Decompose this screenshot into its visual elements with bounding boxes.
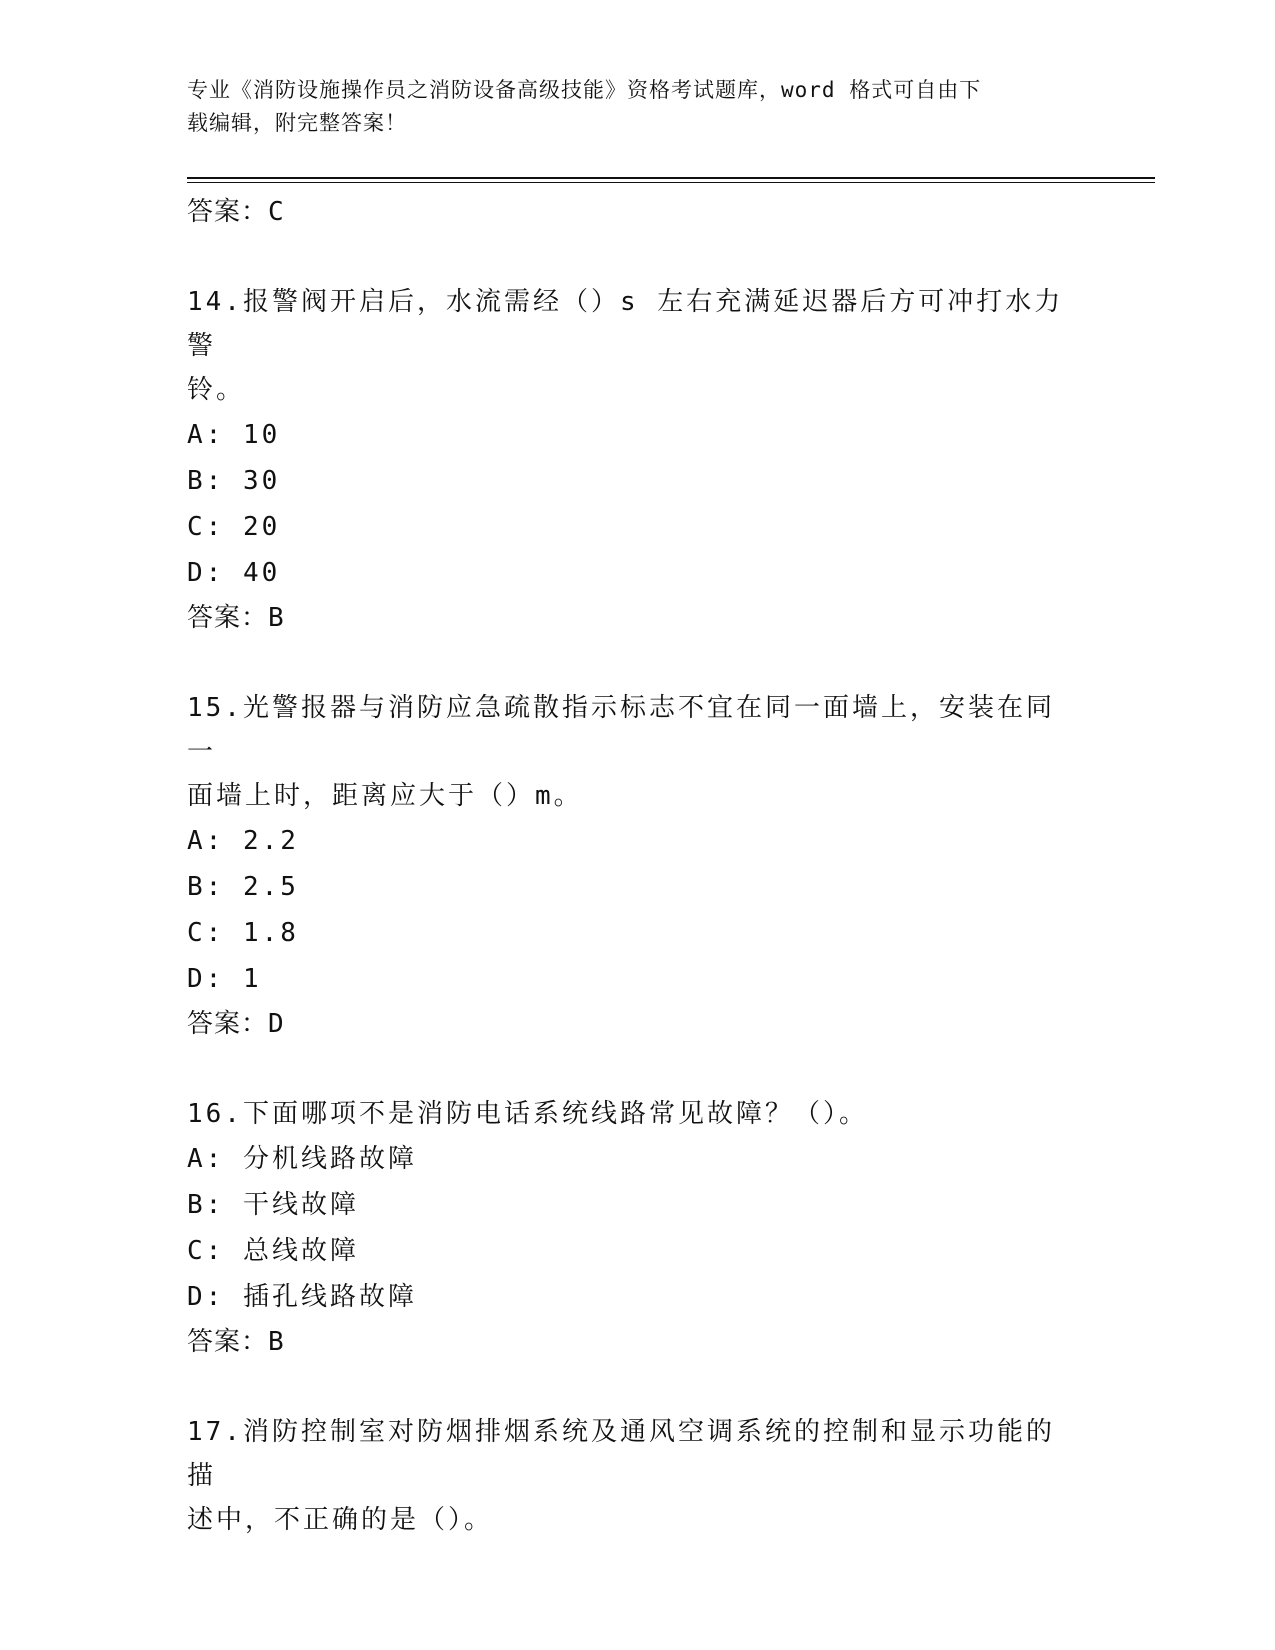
- question-text: [187, 1092, 1067, 1136]
- option-a: A: 2.2: [187, 826, 299, 856]
- document-body: [187, 190, 1087, 1542]
- answer: 答案：D: [187, 1009, 285, 1039]
- question-line: 面墙上时，距离应大于（）m。: [187, 781, 583, 811]
- question-17: [187, 1410, 1087, 1542]
- option-d: D: 1: [187, 964, 262, 994]
- answer-prev: 答案：C: [187, 197, 285, 227]
- question-14: [187, 280, 1087, 640]
- question-line: 16.下面哪项不是消防电话系统线路常见故障？（）。: [187, 1099, 868, 1129]
- header-line-1: 专业《消防设施操作员之消防设备高级技能》资格考试题库，word 格式可自由下: [187, 78, 982, 102]
- option-d: D: 40: [187, 558, 281, 588]
- option-c: C: 20: [187, 512, 281, 542]
- question-text: [187, 1410, 1067, 1542]
- answer: 答案：B: [187, 1327, 285, 1357]
- option-a: A: 10: [187, 420, 281, 450]
- question-16: [187, 1092, 1087, 1364]
- question-text: [187, 280, 1067, 412]
- header-line-2: 载编辑，附完整答案！: [187, 111, 407, 135]
- option-b: B: 干线故障: [187, 1190, 359, 1220]
- question-line: 14.报警阀开启后，水流需经（）s 左右充满延迟器后方可冲打水力警: [187, 287, 1064, 361]
- question-line: 17.消防控制室对防烟排烟系统及通风空调系统的控制和显示功能的描: [187, 1417, 1055, 1491]
- option-b: B: 30: [187, 466, 281, 496]
- answer: 答案：B: [187, 603, 285, 633]
- question-15: [187, 686, 1087, 1046]
- header-rule-thick: [187, 177, 1155, 179]
- option-c: C: 1.8: [187, 918, 299, 948]
- question-line: 铃。: [187, 375, 246, 405]
- option-d: D: 插孔线路故障: [187, 1282, 417, 1312]
- question-text: [187, 686, 1067, 818]
- option-a: A: 分机线路故障: [187, 1144, 417, 1174]
- document-header: [187, 74, 1067, 140]
- option-c: C: 总线故障: [187, 1236, 359, 1266]
- option-b: B: 2.5: [187, 872, 299, 902]
- question-line: 15.光警报器与消防应急疏散指示标志不宜在同一面墙上，安装在同一: [187, 693, 1055, 767]
- header-rule-thin: [187, 182, 1155, 183]
- question-line: 述中，不正确的是（）。: [187, 1505, 494, 1535]
